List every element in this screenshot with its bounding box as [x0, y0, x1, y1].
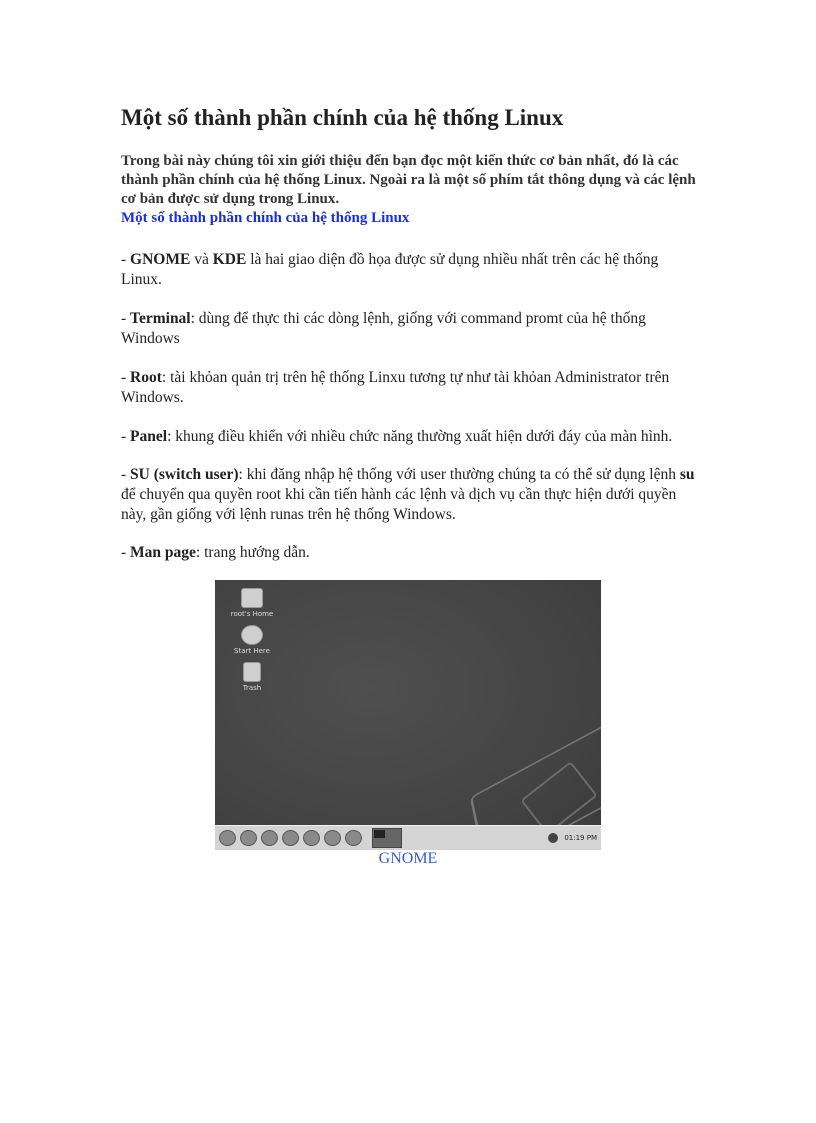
panel-clock: 01:19 PM — [564, 834, 597, 842]
image-caption: GNOME — [378, 850, 438, 867]
item-term: Terminal — [130, 310, 191, 327]
item-term: GNOME — [130, 251, 191, 268]
item-text: để chuyển qua quyền root khi cần tiến hành các lệnh và dịch vụ cần thực hiện dưới quyền này, gần giống với lệnh runas trên hệ thống Windows. — [121, 486, 677, 523]
mail-icon — [261, 830, 278, 846]
item-term: Man page — [130, 544, 196, 561]
browser-icon — [240, 830, 257, 846]
intro-paragraph — [121, 152, 696, 228]
desktop-icon-label: root's Home — [230, 610, 274, 618]
item-prefix: - — [121, 428, 131, 445]
item-prefix: - — [121, 369, 131, 386]
spreadsheet-icon — [324, 830, 341, 846]
item-prefix: - — [121, 544, 131, 561]
item-term: KDE — [212, 251, 247, 268]
item-su — [121, 465, 701, 525]
item-text: là hai giao diện đồ họa được sử dụng nhiều nhất trên các hệ thống Linux. — [121, 251, 659, 288]
item-text: : dùng để thực thi các dòng lệnh, giống với command promt của hệ thống Windows — [121, 310, 646, 347]
presentation-icon — [303, 830, 320, 846]
gnome-panel — [215, 825, 601, 850]
item-panel — [121, 427, 701, 447]
item-man-page — [121, 543, 701, 563]
item-term: Panel — [130, 428, 168, 445]
item-terminal — [121, 309, 701, 349]
item-prefix: - — [121, 466, 131, 483]
network-globe-icon — [548, 833, 558, 843]
workspace-pager — [372, 828, 402, 848]
item-text: : tài khỏan quản trị trên hệ thống Linxu tương tự như tài khỏan Administrator trên Windows. — [121, 369, 670, 406]
gnome-desktop-screenshot — [215, 580, 601, 850]
item-text: : khung điều khiển với nhiều chức năng thường xuất hiện dưới đáy của màn hình. — [167, 428, 673, 445]
desktop-icon-label: Start Here — [234, 647, 270, 655]
item-gnome-kde — [121, 250, 701, 290]
item-prefix: - — [121, 310, 131, 327]
item-prefix: - — [121, 251, 131, 268]
page-title: Một số thành phần chính của hệ thống Linux — [121, 105, 564, 130]
home-folder-icon — [227, 588, 277, 618]
item-text: : khi đăng nhập hệ thống với user thường chúng ta có thể sử dụng lệnh — [238, 466, 680, 483]
print-icon — [345, 830, 362, 846]
trash-icon — [227, 662, 277, 692]
item-mid: và — [190, 251, 213, 268]
start-here-icon — [227, 625, 277, 655]
intro-text: Trong bài này chúng tôi xin giới thiệu đến bạn đọc một kiến thức cơ bản nhất, đó là các thành phần chính của hệ thống Linux. Ngoài ra là một số phím tắt thông dụng và các lệnh cơ bản được sử dụng trong Linux. — [121, 153, 696, 207]
writer-icon — [282, 830, 299, 846]
main-menu-icon — [219, 830, 236, 846]
intro-link[interactable]: Một số thành phần chính của hệ thống Linux — [121, 210, 410, 226]
item-term: su — [679, 466, 695, 483]
item-text: : trang hướng dẫn. — [195, 544, 310, 561]
desktop-icon-label: Trash — [242, 684, 262, 692]
item-term: Root — [130, 369, 162, 386]
item-root — [121, 368, 701, 408]
item-term: SU (switch user) — [130, 466, 239, 483]
